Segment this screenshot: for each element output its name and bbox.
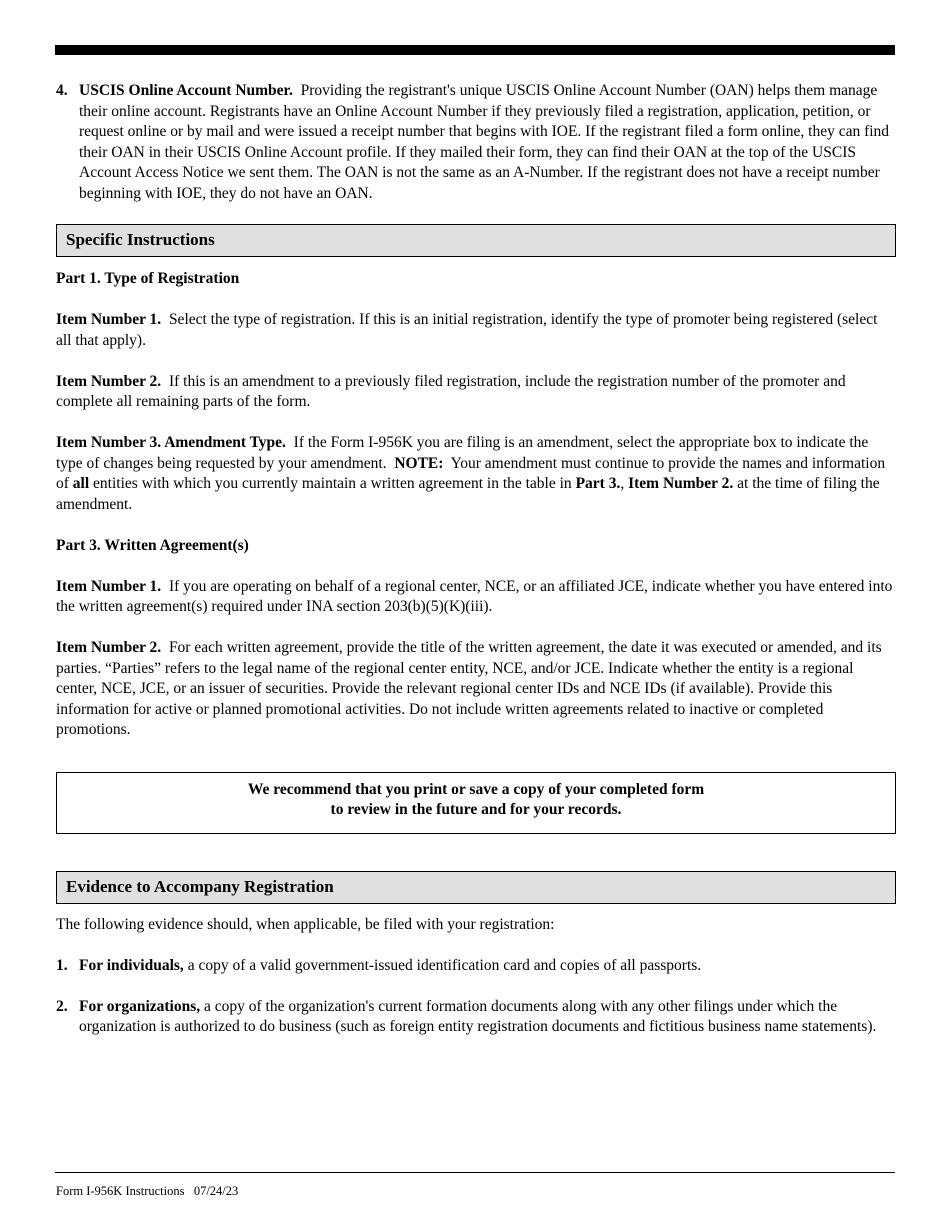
part1-item2-text: If this is an amendment to a previously filed registration, include the registration number of the promoter and complete all remaining parts of the form. xyxy=(56,372,846,410)
specific-instructions-header: Specific Instructions xyxy=(56,224,896,257)
part1-item3-all: all xyxy=(72,475,90,492)
part3-item1-text: If you are operating on behalf of a regional center, NCE, or an affiliated JCE, indicate whether you have entered into the written agreement(s) required under INA section 203(b)(5)(K)(iii). xyxy=(56,577,893,615)
notice-line-1: We recommend that you print or save a copy of your completed form xyxy=(247,780,705,798)
part1-item3-text-d: at the time of filing the amendment. xyxy=(56,475,880,513)
oan-paragraph xyxy=(79,81,896,204)
footer-text: Form I-956K Instructions 07/24/23 xyxy=(56,1184,239,1198)
evidence-item-2-text: a copy of the organization's current formation documents along with any other filings under which the organization is authorized to do business (such as foreign entity registration documents and fictitious business name statements). xyxy=(79,997,877,1035)
part1-item1 xyxy=(56,310,896,351)
part3-item2 xyxy=(56,638,896,741)
evidence-item-1-number: 1. xyxy=(56,956,68,974)
footer-rule xyxy=(55,1172,895,1173)
evidence-item-2-number: 2. xyxy=(56,997,68,1015)
part1-title: Part 1. Type of Registration xyxy=(56,270,240,287)
oan-body: Providing the registrant's unique USCIS Online Account Number (OAN) helps them manage their online account. Registrants have an Online Account Number if they previously filed a registration, application, petition, or request online or by mail and were issued a receipt number that begins with IOE. If the registrant filed a form online, they can find their OAN in their USCIS Online Account profile. If they mailed their form, they can find their OAN at the top of the USCIS Account Access Notice we sent them. The OAN is not the same as an A-Number. If the registrant does not have a receipt number beginning with IOE, they do not have an OAN. xyxy=(79,82,890,202)
part1-item3-text-c: entities with which you currently maintain a written agreement in the table in xyxy=(93,475,572,492)
part1-item1-text: Select the type of registration. If this is an initial registration, identify the type of promoter being registered (select all that apply). xyxy=(56,311,878,349)
part1-item3-note-label: NOTE: xyxy=(394,454,444,472)
evidence-item-2-label: For organizations, xyxy=(79,997,201,1015)
oan-heading: USCIS Online Account Number. xyxy=(79,82,293,99)
evidence-item-1-label: For individuals, xyxy=(79,956,184,974)
part3-item2-text: For each written agreement, provide the title of the written agreement, the date it was executed or amended, and its parties. “Parties” refers to the legal name of the regional center entity, NCE, and/or JCE. Indicate whether the entity is a regional center, NCE, JCE, or an issuer of securities. Provide the relevant regional center IDs and NCE IDs (if available). Provide this information for active or planned promotional activities. Do not include written agreements related to inactive or completed promotions. xyxy=(56,639,882,738)
part3-item1 xyxy=(56,577,896,618)
oan-item-number: 4. xyxy=(56,82,68,99)
page-content xyxy=(56,81,896,1038)
evidence-header: Evidence to Accompany Registration xyxy=(56,871,896,904)
top-rule xyxy=(55,45,895,55)
part1-item3-comma: , xyxy=(620,475,625,492)
evidence-intro: The following evidence should, when applicable, be filed with your registration: xyxy=(56,915,555,933)
part1-item1-label: Item Number 1. xyxy=(56,311,162,328)
evidence-item xyxy=(56,956,896,977)
part3-item2-label: Item Number 2. xyxy=(56,639,162,656)
evidence-item xyxy=(56,997,896,1038)
part1-item3 xyxy=(56,433,896,515)
oan-item xyxy=(56,81,896,204)
part1-item3-label: Item Number 3. Amendment Type. xyxy=(56,434,286,451)
part1-item3-ref2: Item Number 2. xyxy=(628,475,734,492)
part1-item2-label: Item Number 2. xyxy=(56,372,162,390)
part1-item3-text-b: Your amendment must continue to provide the names and information of xyxy=(56,454,886,492)
part1-item3-ref1: Part 3. xyxy=(575,475,621,492)
recommendation-notice xyxy=(56,772,896,834)
notice-line-2: to review in the future and for your records. xyxy=(330,801,622,818)
evidence-item-1-text: a copy of a valid government-issued identification card and copies of all passports. xyxy=(187,956,702,974)
part1-item3-text-a: If the Form I-956K you are filing is an amendment, select the appropriate box to indicate the type of changes being requested by your amendment. xyxy=(56,434,869,472)
part3-title: Part 3. Written Agreement(s) xyxy=(56,536,249,554)
part3-item1-label: Item Number 1. xyxy=(56,577,162,595)
part1-item2 xyxy=(56,372,896,413)
